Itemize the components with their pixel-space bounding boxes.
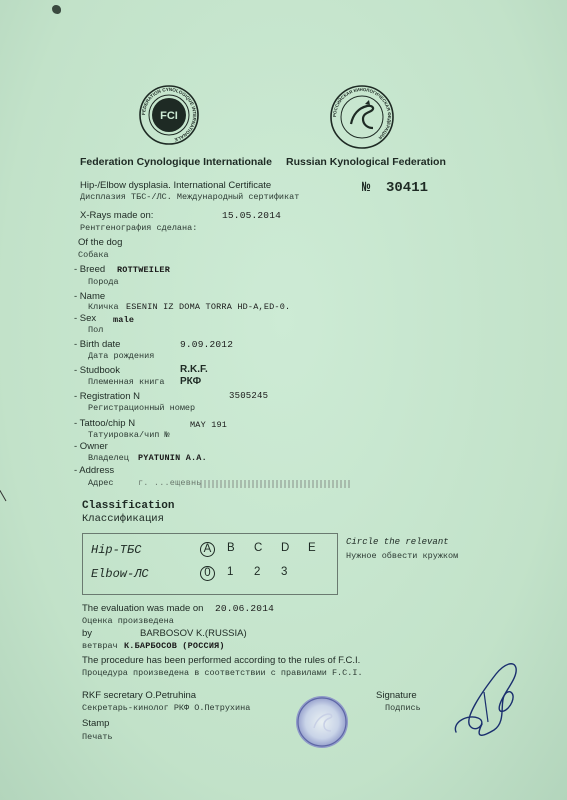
fci-name: Federation Cynologique Internationale [80, 156, 272, 168]
secretary-en: RKF secretary O.Petruhina [82, 690, 197, 701]
sex-label-ru: Пол [88, 325, 104, 335]
procedure-ru: Процедура произведена в соответствии с правилами F.C.I. [82, 668, 363, 678]
margin-mark [0, 489, 6, 502]
owner-label-en: - Owner [74, 441, 108, 452]
address-label-en: - Address [74, 465, 115, 476]
vet-name-en: BARBOSOV K.(RUSSIA) [140, 628, 247, 639]
sex-value: male [113, 315, 135, 325]
classification-title-ru: Классификация [82, 513, 164, 525]
elbow-label: Elbow-ЛС [91, 567, 149, 581]
circle-instruction-ru: Нужное обвести кружком [346, 551, 459, 561]
registration-value: 3505245 [229, 391, 269, 401]
breed-value: ROTTWEILER [117, 265, 171, 275]
birth-value: 9.09.2012 [180, 339, 234, 350]
grade-E: E [308, 542, 316, 554]
selected-grade-circle: 0 [200, 566, 215, 581]
birth-label-ru: Дата рождения [88, 351, 155, 361]
address-label-ru: Адрес [88, 478, 114, 488]
handwritten-signature [448, 652, 524, 752]
registration-label-en: - Registration N [74, 391, 140, 402]
grade-C: C [254, 542, 263, 554]
selected-grade-circle: A [200, 542, 215, 557]
svg-text:РОССИЙСКАЯ КИНОЛОГИЧЕСКАЯ ФЕДЕ: РОССИЙСКАЯ КИНОЛОГИЧЕСКАЯ ФЕДЕРАЦИЯ [331, 86, 393, 141]
grade-0 [200, 566, 215, 581]
xray-label-ru: Рентгенография сделана: [80, 223, 198, 233]
ink-spot [52, 5, 61, 14]
rkf-name: Russian Kynological Federation [286, 156, 446, 168]
vet-name-ru: К.БАРБОСОВ (РОССИЯ) [124, 641, 225, 651]
name-value: ESENIN IZ DOMA TORRA HD-A,ED-0. [126, 302, 291, 312]
hip-label: Hip-ТБС [91, 543, 142, 557]
svg-text:FCI: FCI [160, 110, 178, 122]
studbook-label-ru: Племенная книга [88, 377, 165, 387]
by-label-en: by [82, 628, 93, 639]
owner-value: PYATUNIN A.A. [138, 453, 207, 463]
address-value: г. ...ещевнь [138, 478, 202, 488]
name-label-en: - Name [74, 291, 106, 302]
stamp-emblem-icon [296, 696, 348, 748]
signature-label-ru: Подпись [385, 703, 421, 713]
classification-box [82, 533, 338, 595]
studbook-value-ru: РКФ [180, 376, 202, 387]
birth-label-en: - Birth date [74, 339, 121, 350]
secretary-ru: Секретарь-кинолог РКФ О.Петрухина [82, 703, 251, 713]
breed-label-en: - Breed [74, 264, 106, 275]
grade-B: B [227, 542, 235, 554]
grade-1: 1 [227, 566, 234, 578]
evaluation-label-en: The evaluation was made on [82, 603, 204, 614]
registration-label-ru: Регистрационный номер [88, 403, 196, 413]
tattoo-label-en: - Tattoo/chip N [74, 418, 136, 429]
grade-3: 3 [281, 566, 288, 578]
tattoo-value: MAY 191 [190, 420, 228, 430]
certificate-number: 30411 [386, 180, 429, 196]
certificate-title-en: Hip-/Elbow dysplasia. International Certificate [80, 180, 272, 191]
official-stamp [296, 696, 348, 748]
studbook-label-en: - Studbook [74, 365, 120, 376]
classification-title-en: Classification [82, 500, 175, 512]
owner-label-ru: Владелец [88, 453, 129, 463]
studbook-value: R.K.F. [180, 364, 208, 375]
certificate-number-label: № [362, 180, 371, 196]
stamp-label-ru: Печать [82, 732, 113, 742]
svg-text:FEDERATION CYNOLOGIQUE INTERNA: FEDERATION CYNOLOGIQUE INTERNATIONALE [140, 86, 198, 143]
rkf-logo [329, 84, 395, 150]
certificate-title-ru: Дисплазия ТБС-/ЛС. Международный сертификат [80, 192, 300, 202]
grade-A [200, 542, 215, 557]
circle-instruction-en: Circle the relevant [346, 537, 449, 547]
stamp-label-en: Stamp [82, 718, 110, 729]
evaluation-label-ru: Оценка произведена [82, 616, 174, 626]
dog-label-ru: Собака [78, 250, 109, 260]
breed-label-ru: Порода [88, 277, 119, 287]
dog-label-en: Of the dog [78, 237, 123, 248]
procedure-en: The procedure has been performed according to the rules of F.C.I. [82, 655, 361, 666]
sex-label-en: - Sex [74, 313, 97, 324]
xray-label-en: X-Rays made on: [80, 210, 154, 221]
grade-D: D [281, 542, 290, 554]
signature-label-en: Signature [376, 690, 417, 701]
xray-date: 15.05.2014 [222, 210, 282, 221]
name-label-ru: Кличка [88, 302, 119, 312]
address-redaction [200, 480, 350, 488]
vet-label-ru: ветврач [82, 641, 118, 651]
tattoo-label-ru: Татуировка/чип № [88, 430, 170, 440]
evaluation-date: 20.06.2014 [215, 603, 275, 614]
grade-2: 2 [254, 566, 261, 578]
fci-logo [138, 84, 200, 146]
